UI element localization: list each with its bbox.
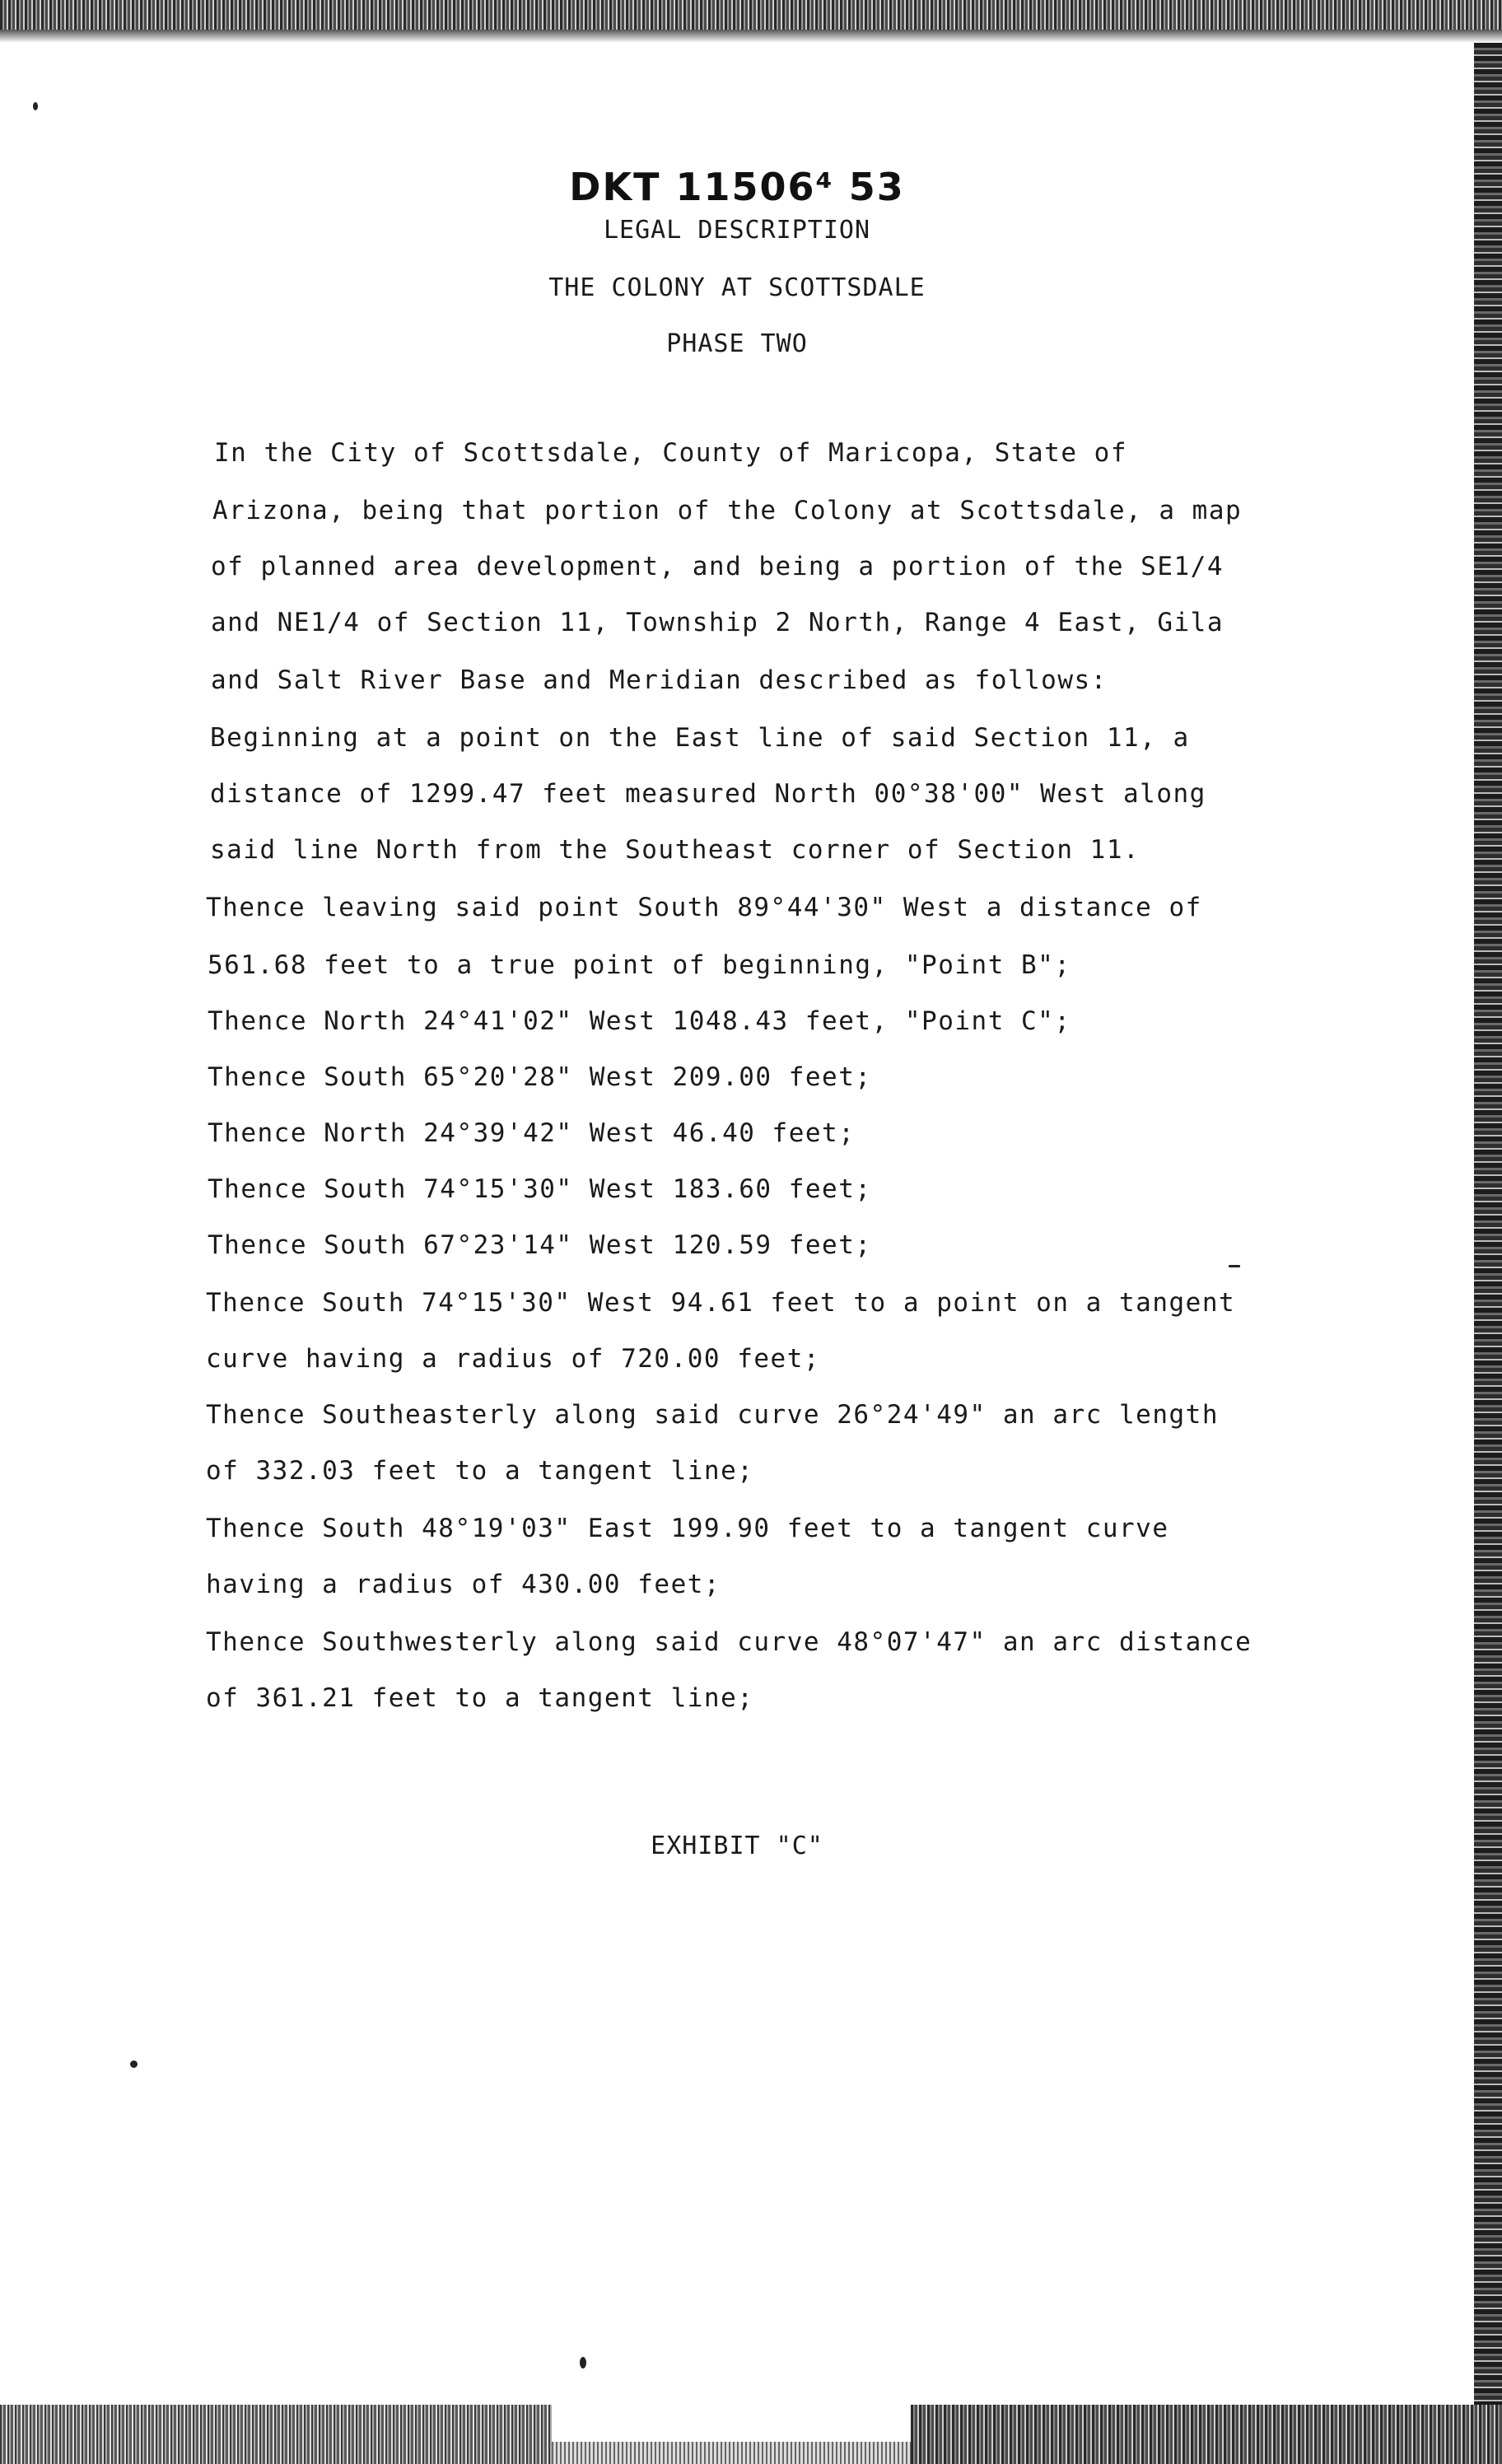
body-line: Arizona, being that portion of the Colony at Scottsdale, a map: [212, 496, 1243, 525]
body-line: Thence North 24°39'42" West 46.40 feet;: [208, 1118, 856, 1148]
body-line: Thence leaving said point South 89°44'30" West a distance of: [206, 893, 1202, 922]
body-line: distance of 1299.47 feet measured North 00°38'00" West along: [210, 779, 1206, 809]
body-line: Thence South 65°20'28" West 209.00 feet;: [208, 1062, 872, 1092]
body-line: Thence South 67°23'14" West 120.59 feet;: [208, 1230, 872, 1260]
body-line: Thence South 74°15'30" West 183.60 feet;: [208, 1174, 872, 1204]
body-line: of 332.03 feet to a tangent line;: [206, 1456, 754, 1486]
scan-speck: [1229, 1265, 1240, 1267]
body-line: of 361.21 feet to a tangent line;: [206, 1683, 754, 1713]
body-line: said line North from the Southeast corner of Section 11.: [210, 835, 1140, 865]
body-line: In the City of Scottsdale, County of Maricopa, State of: [214, 438, 1127, 468]
body-line: Thence South 74°15'30" West 94.61 feet to a point on a tangent: [206, 1288, 1236, 1318]
scan-border-right: [1474, 43, 1502, 2415]
docket-number: DKT 11506⁴ 53: [569, 165, 905, 209]
body-line: Thence South 48°19'03" East 199.90 feet to a tangent curve: [206, 1514, 1169, 1543]
exhibit-label: EXHIBIT "C": [651, 1832, 823, 1860]
body-line: curve having a radius of 720.00 feet;: [206, 1344, 821, 1374]
scan-border-top: [0, 0, 1502, 43]
document-page: [0, 43, 1474, 2405]
scan-speck: [130, 2060, 138, 2068]
scan-speck: [580, 2357, 586, 2368]
body-line: having a radius of 430.00 feet;: [206, 1570, 721, 1599]
body-line: and NE1/4 of Section 11, Township 2 North, Range 4 East, Gila: [211, 608, 1224, 637]
scan-speck: [33, 102, 38, 110]
body-line: Thence Southwesterly along said curve 48°07'47" an arc distance: [206, 1627, 1252, 1657]
scan-border-bottom-right: [911, 2405, 1502, 2464]
scan-border-bottom-left: [0, 2405, 552, 2464]
body-line: Thence North 24°41'02" West 1048.43 feet, "Point C";: [208, 1006, 1071, 1036]
title-colony: THE COLONY AT SCOTTSDALE: [548, 273, 926, 302]
body-line: and Salt River Base and Meridian described as follows:: [211, 665, 1108, 695]
body-line: of planned area development, and being a portion of the SE1/4: [211, 552, 1224, 581]
title-phase: PHASE TWO: [666, 329, 808, 358]
scan-border-bottom-middle: [552, 2442, 911, 2464]
body-line: Beginning at a point on the East line of said Section 11, a: [210, 723, 1190, 753]
body-line: Thence Southeasterly along said curve 26°24'49" an arc length: [206, 1400, 1219, 1430]
body-line: 561.68 feet to a true point of beginning, "Point B";: [208, 950, 1071, 980]
title-legal-description: LEGAL DESCRIPTION: [603, 216, 871, 245]
